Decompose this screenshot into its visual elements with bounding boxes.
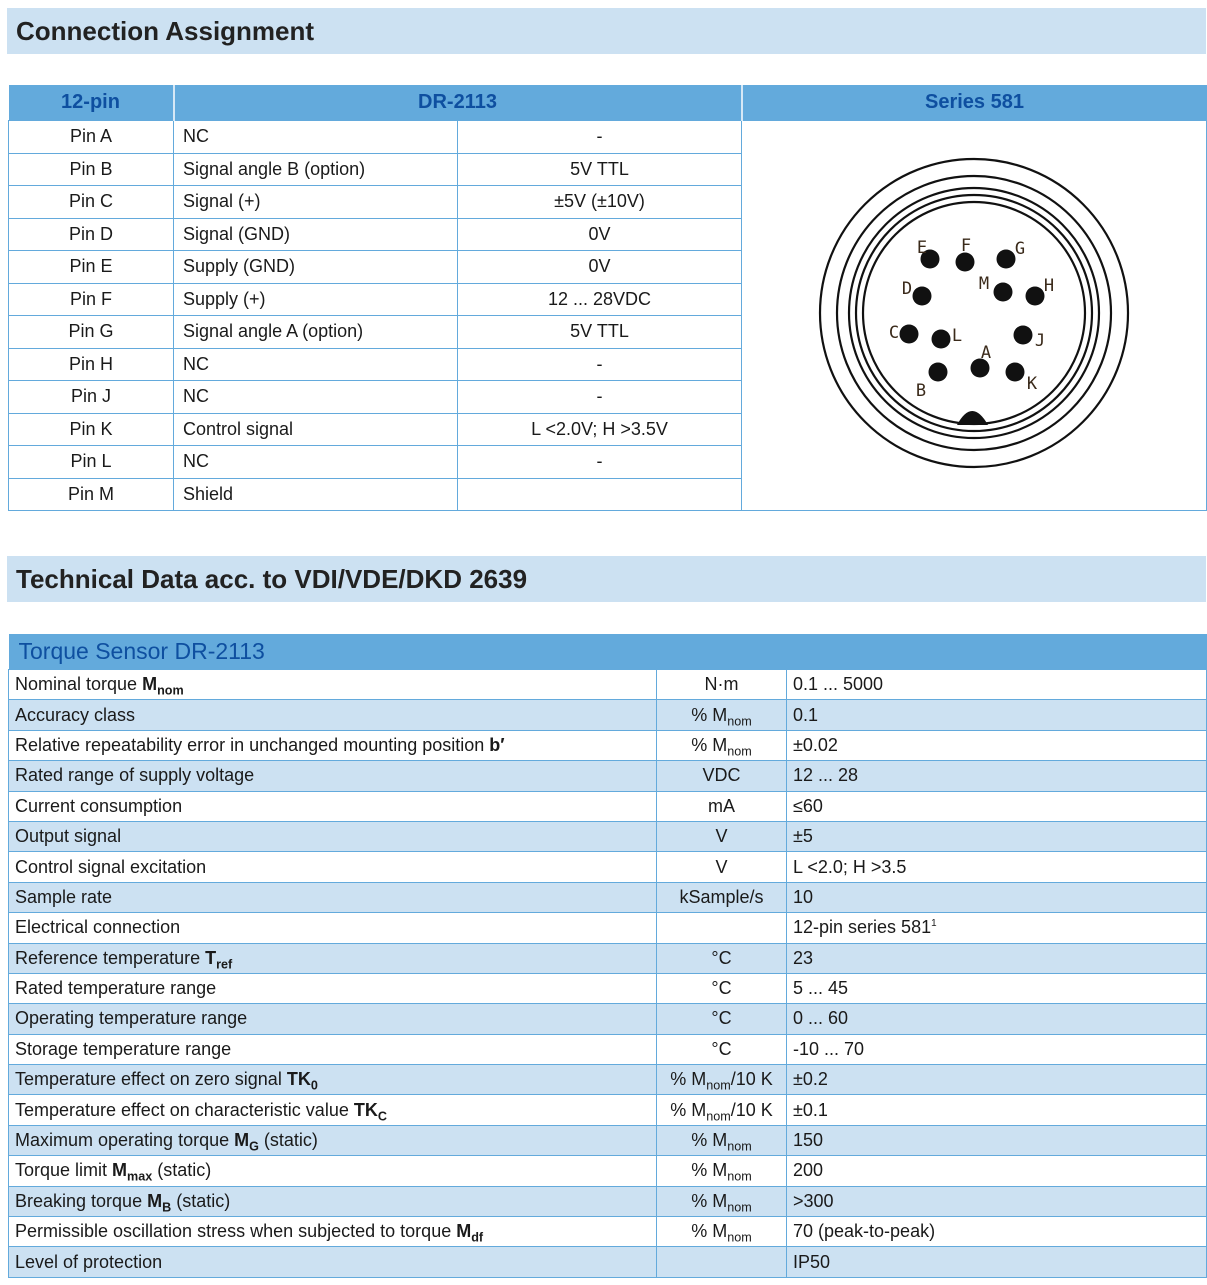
parameter-name-cell: Output signal bbox=[9, 821, 657, 851]
parameter-name-cell: Permissible oscillation stress when subjected to torque $M_{df}$ bbox=[9, 1217, 657, 1247]
section-title-technical-data: Technical Data acc. to VDI/VDE/DKD 2639 bbox=[7, 556, 1206, 602]
pin-id-cell: Pin K bbox=[9, 413, 174, 446]
parameter-name-cell: Current consumption bbox=[9, 791, 657, 821]
pin-m-dot bbox=[994, 283, 1013, 302]
pin-id-cell: Pin L bbox=[9, 446, 174, 479]
table-row bbox=[9, 882, 1207, 912]
parameter-value-cell: ±0.1 bbox=[787, 1095, 1207, 1125]
table-header-row bbox=[9, 634, 1207, 670]
pin-value-cell: - bbox=[458, 381, 742, 414]
pin-value-cell: - bbox=[458, 446, 742, 479]
parameter-value-cell: ±0.2 bbox=[787, 1065, 1207, 1095]
connector-pinout-icon bbox=[814, 153, 1134, 473]
parameter-name-cell: Control signal excitation bbox=[9, 852, 657, 882]
parameter-value-cell: 5 ... 45 bbox=[787, 973, 1207, 1003]
table-row bbox=[9, 1065, 1207, 1095]
pin-id-cell: Pin A bbox=[9, 121, 174, 154]
parameter-value-cell: 0.1 bbox=[787, 700, 1207, 730]
technical-data-table bbox=[8, 634, 1207, 1278]
parameter-unit-cell: VDC bbox=[657, 761, 787, 791]
parameter-unit-cell: % $M_{nom}$ bbox=[657, 1156, 787, 1186]
parameter-value-cell: 12-pin series $581^1$ bbox=[787, 913, 1207, 943]
table-row bbox=[9, 791, 1207, 821]
table-header-row bbox=[9, 85, 1207, 121]
parameter-name-cell: Relative repeatability error in unchanged mounting position b′ bbox=[9, 730, 657, 760]
parameter-value-cell: ≤60 bbox=[787, 791, 1207, 821]
parameter-value-cell: -10 ... 70 bbox=[787, 1034, 1207, 1064]
table-row bbox=[9, 1247, 1207, 1277]
parameter-value-cell: 0 ... 60 bbox=[787, 1004, 1207, 1034]
table-title-torque-sensor: Torque Sensor DR-2113 bbox=[9, 634, 1207, 670]
table-row bbox=[9, 973, 1207, 1003]
parameter-unit-cell: % $M_{nom}$ bbox=[657, 1186, 787, 1216]
table-row bbox=[9, 730, 1207, 760]
pin-function-cell: Supply (GND) bbox=[174, 251, 458, 284]
parameter-value-cell: 150 bbox=[787, 1125, 1207, 1155]
pin-value-cell: 0V bbox=[458, 251, 742, 284]
parameter-unit-cell: % $M_{nom}$ bbox=[657, 1217, 787, 1247]
parameter-unit-cell: °C bbox=[657, 1034, 787, 1064]
connector-diagram-cell bbox=[742, 121, 1207, 511]
parameter-name-cell: Rated temperature range bbox=[9, 973, 657, 1003]
pin-g-dot bbox=[997, 250, 1016, 269]
pin-value-cell: 12 ... 28VDC bbox=[458, 283, 742, 316]
pin-function-cell: Control signal bbox=[174, 413, 458, 446]
parameter-name-cell: Maximum operating torque $M_G$ (static) bbox=[9, 1125, 657, 1155]
pin-b-dot bbox=[929, 363, 948, 382]
parameter-value-cell: >300 bbox=[787, 1186, 1207, 1216]
table-row bbox=[9, 821, 1207, 851]
pin-id-cell: Pin D bbox=[9, 218, 174, 251]
svg-text:L: L bbox=[951, 326, 963, 346]
pin-function-cell: NC bbox=[174, 348, 458, 381]
pin-h-dot bbox=[1026, 287, 1045, 306]
pin-k-dot bbox=[1006, 363, 1025, 382]
pin-function-cell: NC bbox=[174, 381, 458, 414]
pin-value-cell: 0V bbox=[458, 218, 742, 251]
parameter-unit-cell: V bbox=[657, 852, 787, 882]
parameter-name-cell: Operating temperature range bbox=[9, 1004, 657, 1034]
table-row bbox=[9, 943, 1207, 973]
table-row bbox=[9, 1217, 1207, 1247]
table-row bbox=[9, 700, 1207, 730]
parameter-unit-cell: °C bbox=[657, 973, 787, 1003]
table-row bbox=[9, 913, 1207, 943]
table-row bbox=[9, 670, 1207, 700]
parameter-name-cell: Rated range of supply voltage bbox=[9, 761, 657, 791]
parameter-value-cell: 70 (peak-to-peak) bbox=[787, 1217, 1207, 1247]
pin-value-cell: - bbox=[458, 121, 742, 154]
parameter-value-cell: ±0.02 bbox=[787, 730, 1207, 760]
svg-text:G: G bbox=[1014, 239, 1026, 259]
pin-value-cell: ±5V (±10V) bbox=[458, 186, 742, 219]
pin-d-dot bbox=[913, 287, 932, 306]
pin-value-cell: - bbox=[458, 348, 742, 381]
parameter-value-cell: 12 ... 28 bbox=[787, 761, 1207, 791]
svg-text:M: M bbox=[978, 274, 990, 294]
pin-function-cell: Signal angle B (option) bbox=[174, 153, 458, 186]
table-row bbox=[9, 1034, 1207, 1064]
pin-id-cell: Pin E bbox=[9, 251, 174, 284]
svg-text:H: H bbox=[1043, 276, 1055, 296]
parameter-unit-cell: % $M_{nom}$ bbox=[657, 700, 787, 730]
pin-id-cell: Pin C bbox=[9, 186, 174, 219]
pin-function-cell: Signal (+) bbox=[174, 186, 458, 219]
pin-value-cell: L <2.0V; H >3.5V bbox=[458, 413, 742, 446]
pin-id-cell: Pin M bbox=[9, 478, 174, 511]
table-row bbox=[9, 1095, 1207, 1125]
connection-assignment-table bbox=[8, 85, 1207, 511]
parameter-name-cell: Electrical connection bbox=[9, 913, 657, 943]
header-connector-series: Series 581 bbox=[742, 85, 1207, 121]
section-title-connection-assignment: Connection Assignment bbox=[7, 8, 1206, 54]
parameter-name-cell: Reference temperature $T_{ref}$ bbox=[9, 943, 657, 973]
parameter-value-cell: 200 bbox=[787, 1156, 1207, 1186]
parameter-name-cell: Temperature effect on characteristic value $TK_C$ bbox=[9, 1095, 657, 1125]
table-row bbox=[9, 852, 1207, 882]
parameter-value-cell: L <2.0; H >3.5 bbox=[787, 852, 1207, 882]
parameter-name-cell: Storage temperature range bbox=[9, 1034, 657, 1064]
svg-text:A: A bbox=[980, 343, 992, 363]
pin-function-cell: Signal angle A (option) bbox=[174, 316, 458, 349]
parameter-value-cell: 0.1 ... 5000 bbox=[787, 670, 1207, 700]
parameter-unit-cell: °C bbox=[657, 943, 787, 973]
parameter-value-cell: 23 bbox=[787, 943, 1207, 973]
table-row bbox=[9, 1156, 1207, 1186]
pin-l-dot bbox=[932, 330, 951, 349]
parameter-unit-cell bbox=[657, 913, 787, 943]
svg-text:C: C bbox=[888, 323, 900, 343]
svg-text:D: D bbox=[901, 279, 913, 299]
pin-id-cell: Pin G bbox=[9, 316, 174, 349]
parameter-value-cell: ±5 bbox=[787, 821, 1207, 851]
pin-c-dot bbox=[900, 325, 919, 344]
header-12-pin: 12-pin bbox=[9, 85, 174, 121]
pin-id-cell: Pin H bbox=[9, 348, 174, 381]
pin-id-cell: Pin B bbox=[9, 153, 174, 186]
parameter-unit-cell: % $M_{nom}/10$ K bbox=[657, 1065, 787, 1095]
parameter-name-cell: Nominal torque $M_{nom}$ bbox=[9, 670, 657, 700]
parameter-unit-cell: V bbox=[657, 821, 787, 851]
svg-text:B: B bbox=[915, 381, 927, 401]
parameter-unit-cell: % $M_{nom}$ bbox=[657, 730, 787, 760]
parameter-unit-cell: % $M_{nom}/10$ K bbox=[657, 1095, 787, 1125]
parameter-name-cell: Temperature effect on zero signal $TK_0$ bbox=[9, 1065, 657, 1095]
pin-function-cell: Supply (+) bbox=[174, 283, 458, 316]
header-model: DR-2113 bbox=[174, 85, 742, 121]
table-row bbox=[9, 121, 1207, 154]
table-row bbox=[9, 761, 1207, 791]
pin-function-cell: Signal (GND) bbox=[174, 218, 458, 251]
table-row bbox=[9, 1004, 1207, 1034]
pin-function-cell: Shield bbox=[174, 478, 458, 511]
svg-text:J: J bbox=[1034, 331, 1046, 351]
pin-function-cell: NC bbox=[174, 446, 458, 479]
svg-text:K: K bbox=[1026, 374, 1038, 394]
pin-value-cell: 5V TTL bbox=[458, 153, 742, 186]
pin-value-cell bbox=[458, 478, 742, 511]
pin-id-cell: Pin J bbox=[9, 381, 174, 414]
parameter-name-cell: Level of protection bbox=[9, 1247, 657, 1277]
pin-function-cell: NC bbox=[174, 121, 458, 154]
parameter-unit-cell: % $M_{nom}$ bbox=[657, 1125, 787, 1155]
parameter-value-cell: 10 bbox=[787, 882, 1207, 912]
svg-text:F: F bbox=[960, 236, 972, 256]
parameter-unit-cell: °C bbox=[657, 1004, 787, 1034]
parameter-name-cell: Torque limit $M_{max}$ (static) bbox=[9, 1156, 657, 1186]
parameter-value-cell: IP50 bbox=[787, 1247, 1207, 1277]
parameter-name-cell: Breaking torque $M_B$ (static) bbox=[9, 1186, 657, 1216]
pin-value-cell: 5V TTL bbox=[458, 316, 742, 349]
table-row bbox=[9, 1186, 1207, 1216]
pin-id-cell: Pin F bbox=[9, 283, 174, 316]
pin-j-dot bbox=[1014, 326, 1033, 345]
parameter-unit-cell: kSample/s bbox=[657, 882, 787, 912]
table-row bbox=[9, 1125, 1207, 1155]
parameter-unit-cell bbox=[657, 1247, 787, 1277]
parameter-name-cell: Accuracy class bbox=[9, 700, 657, 730]
parameter-name-cell: Sample rate bbox=[9, 882, 657, 912]
parameter-unit-cell: N·m bbox=[657, 670, 787, 700]
parameter-unit-cell: mA bbox=[657, 791, 787, 821]
svg-text:E: E bbox=[916, 238, 928, 258]
